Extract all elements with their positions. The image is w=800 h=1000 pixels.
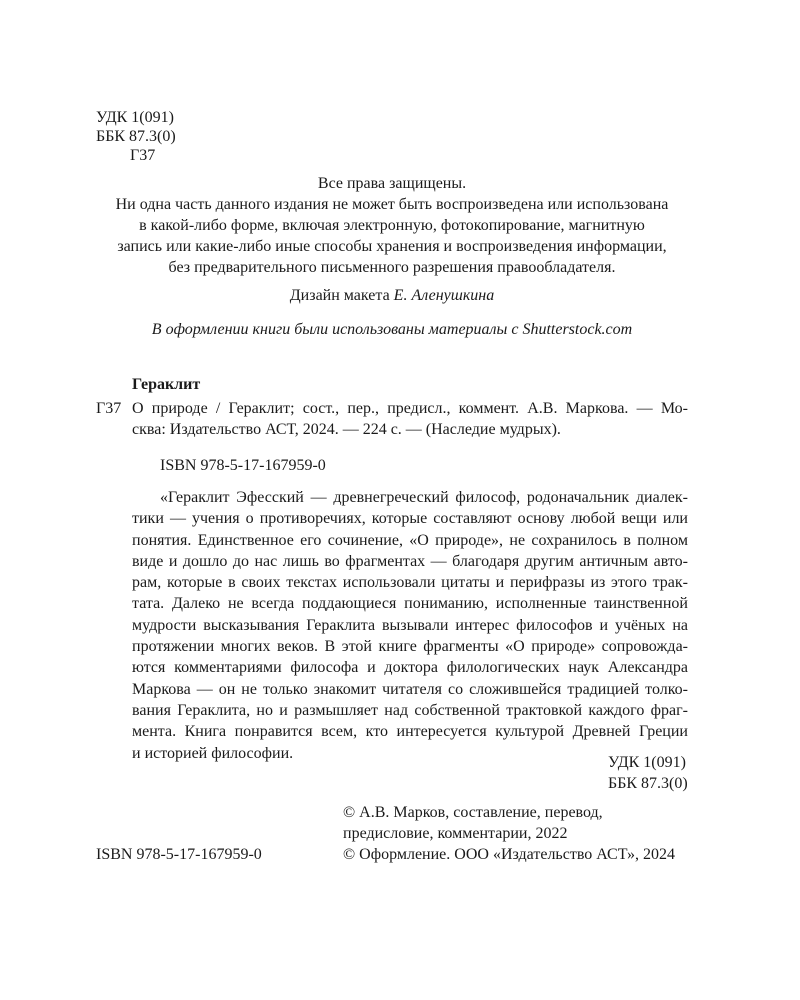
annotation-line: протяжении многих веков. В этой книге фрагменты «О природе» сопровожда- [132,638,688,656]
copyright-line: © А.В. Марков, составление, перевод, [343,804,603,821]
copyright-line: предисловие, комментарии, 2022 [343,825,568,842]
copyright-line: © Оформление. ООО «Издательство АСТ», 2024 [343,846,676,863]
bib-author: Гераклит [132,376,201,393]
design-credit-label: Дизайн макета [289,287,394,304]
annotation-line: понятия. Единственное его сочинение, «О природе», не сохранилось в полном [132,531,688,549]
isbn-bottom: ISBN 978-5-17-167959-0 [96,846,262,863]
annotation [132,487,688,764]
bbk-code: ББК 87.3(0) [96,128,176,145]
udk-code: УДК 1(091) [96,109,174,126]
annotation-line: вания Гераклита, но и размышляет над собственной трактовкой каждого фраг- [132,701,688,719]
rights-line: запись или какие-либо иные способы хранения и воспроизведения информации, [117,238,667,255]
rights-line: без предварительного письменного разрешения правообладателя. [168,259,616,276]
classification-block-top [96,108,296,165]
design-credit-name: Е. Аленушкина [393,287,495,304]
rights-notice [96,173,688,278]
copyright-block [343,802,693,865]
author-sign: Г37 [130,147,156,164]
rights-line: Все права защищены. [317,175,467,192]
bib-description [132,398,688,440]
annotation-line: Маркова — он не только знакомит читателя со сложившейся традицией толко- [132,680,688,698]
bbk-code: ББК 87.3(0) [608,775,688,792]
annotation-line: рам, которые в своих текстах использовали цитаты и перифразы из этого трак- [132,574,688,592]
udk-code: УДК 1(091) [608,754,686,771]
annotation-line: тики — учения о противоречиях, которые составляют основу любой вещи или [132,510,688,528]
annotation-line: «Гераклит Эфесский — древнегреческий философ, родоначальник диалек- [160,489,688,506]
bib-description-line: сква: Издательство АСТ, 2024. — 224 с. — (Наследие мудрых). [132,421,561,438]
bib-author-sign: Г37 [96,400,122,417]
annotation-line: виде и дошло до нас лишь во фрагментах — благодаря другим античным авто- [132,552,688,570]
annotation-line: мента. Книга понравится всем, кто интересуется культурой Древней Греции [132,723,688,741]
rights-line: в какой-либо форме, включая электронную, фотокопирование, магнитную [139,217,645,234]
isbn-main: ISBN 978-5-17-167959-0 [160,457,326,474]
classification-block-bottom [566,752,690,794]
annotation-line: тата. Далеко не всегда поддающиеся пониманию, исполненные таинственной [132,595,688,613]
annotation-line: мудрости высказывания Гераклита вызывали интерес философов и учёных на [132,616,688,634]
rights-line: Ни одна часть данного издания не может быть воспроизведена или использована [115,196,669,213]
credits [96,285,688,340]
design-credit [96,285,688,306]
bib-description-line: О природе / Гераклит; сост., пер., предисл., коммент. А.В. Маркова. — Мо- [132,400,688,417]
annotation-line: и историей философии. [132,744,294,762]
annotation-line: ются комментариями философа и доктора филологических наук Александра [132,659,688,677]
photo-credit: В оформлении книги были использованы материалы с Shutterstock.com [151,321,633,338]
